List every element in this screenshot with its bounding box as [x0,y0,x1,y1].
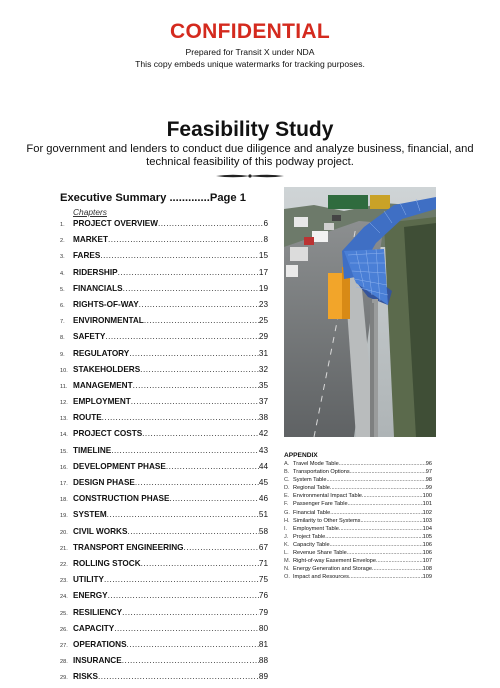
chapter-name: DESIGN PHASE [73,478,135,487]
chapter-page: 29 [258,332,268,342]
chapter-item-safety[interactable] [60,332,268,348]
leader-dots [111,446,259,455]
leader-dots [339,461,426,467]
appendix-item-energy-generation-and-storage[interactable] [284,566,432,574]
chapter-item-insurance[interactable] [60,656,268,672]
chapter-name: EMPLOYMENT [73,397,131,407]
appendix-letter: K. [284,541,290,548]
leader-dots [133,381,259,390]
chapter-number: 16. [60,464,68,471]
leader-dots [360,518,422,524]
appendix-name: Transportation Options [293,469,350,476]
appendix-letter: C. [284,477,290,484]
appendix-item-system-table[interactable] [284,477,432,485]
chapter-item-regulatory[interactable] [60,349,268,365]
appendix-page: 104 [422,525,432,532]
leader-dots [122,608,259,617]
appendix-letter: G. [284,509,290,516]
leader-dots [108,235,263,244]
chapter-name: RIDERSHIP [73,267,118,277]
chapter-name: FARES [73,251,101,261]
chapter-name: CAPACITY [73,623,115,633]
appendix-page: 96 [425,461,432,467]
chapter-page: 37 [258,397,268,407]
chapter-page: 31 [258,348,268,358]
chapter-page: 46 [258,494,268,504]
chapter-page: 6 [263,219,268,228]
appendix-page: 101 [422,501,432,508]
appendix-title: APPENDIX [284,452,318,459]
chapter-page: 42 [258,429,268,439]
chapter-number: 25. [60,610,68,617]
leader-dots [362,493,423,499]
chapter-name: ROUTE [73,413,102,423]
chapter-page: 43 [258,445,268,455]
chapter-number: 6. [60,302,65,309]
executive-summary-label: Executive Summary .............Page 1 [60,192,246,204]
appendix-name: Energy Generation and Storage [293,566,372,573]
appendix-page: 106 [422,541,432,548]
leader-dots [135,478,259,487]
leader-dots [139,300,259,309]
appendix-name: Revenue Share Table [293,550,347,557]
leader-dots [129,349,259,358]
leader-dots [376,558,423,564]
chapter-number: 17. [60,481,68,487]
chapter-item-construction-phase[interactable] [60,494,268,510]
leader-dots [122,656,259,665]
chapter-number: 10. [60,367,68,374]
leader-dots [118,268,259,277]
leader-dots [100,251,259,260]
chapter-number: 5. [60,286,65,293]
appendix-name: Regional Table [293,485,330,492]
chapter-item-management[interactable] [60,381,268,397]
chapter-page: 76 [258,591,268,601]
leader-dots [98,672,259,681]
chapter-item-capacity[interactable] [60,624,268,640]
chapter-name: MANAGEMENT [73,380,133,390]
appendix-page: 97 [425,469,432,476]
chapter-page: 25 [258,316,268,326]
chapter-item-resiliency[interactable] [60,608,268,624]
appendix-item-impact-and-resources[interactable] [284,574,432,582]
chapter-name: TIMELINE [73,445,112,455]
chapter-item-fares[interactable] [60,251,268,267]
appendix-name: Employment Table [293,525,339,532]
leader-dots [102,413,259,422]
chapter-number: 20. [60,529,68,536]
chapter-number: 19. [60,513,68,520]
appendix-item-transportation-options[interactable] [284,469,432,477]
leader-dots [349,574,423,580]
chapter-item-financials[interactable] [60,284,268,300]
appendix-item-regional-table[interactable] [284,485,432,493]
chapter-item-rights-of-way[interactable] [60,300,268,316]
appendix-page: 99 [425,485,432,492]
chapter-item-civil-works[interactable] [60,527,268,543]
leader-dots [114,624,259,633]
chapter-number: 4. [60,270,65,277]
leader-dots [127,527,258,536]
appendix-letter: J. [284,533,289,540]
chapter-page: 58 [258,526,268,536]
appendix-letter: L. [284,550,289,557]
chapter-item-development-phase[interactable] [60,462,268,478]
appendix-item-similarity-to-other-systems[interactable] [284,518,432,526]
chapter-name: RISKS [73,672,99,682]
chapter-number: 27. [60,642,68,649]
leader-dots [348,501,423,507]
leader-dots [184,543,259,552]
chapter-number: 9. [60,351,65,358]
nda-notice [0,46,500,70]
chapter-page: 15 [258,251,268,261]
chapters-heading: Chapters [73,207,107,217]
chapter-page: 71 [258,558,268,568]
leader-dots [326,477,425,483]
appendix-name: Impact and Resources [293,574,349,581]
chapter-item-rolling-stock[interactable] [60,559,268,575]
appendix-item-financial-table[interactable] [284,510,432,518]
chapter-name: FINANCIALS [73,283,123,293]
appendix-letter: D. [284,485,290,492]
appendix-page: 105 [422,533,432,540]
chapter-number: 22. [60,561,68,568]
chapter-item-system[interactable] [60,510,268,526]
chapter-number: 14. [60,432,68,439]
chapter-page: 8 [263,235,268,245]
chapter-name: OPERATIONS [73,639,127,649]
chapter-name: SAFETY [73,332,106,342]
watermark-note: This copy embeds unique watermarks for tracking purposes. [135,59,365,69]
appendix-page: 109 [422,574,432,581]
chapter-name: TRANSPORT ENGINEERING [73,542,184,552]
appendix-name: Project Table [293,533,326,540]
appendix-letter: O. [284,574,290,581]
chapter-number: 1. [60,222,65,228]
appendix-letter: M. [284,558,291,565]
chapter-number: 3. [60,254,65,261]
chapter-name: PROJECT COSTS [73,429,143,439]
appendix-page: 106 [422,550,432,557]
chapter-name: PROJECT OVERVIEW [73,219,158,228]
chapter-item-utility[interactable] [60,575,268,591]
leader-dots [142,429,259,438]
leader-dots [347,550,423,556]
chapter-name: CONSTRUCTION PHASE [73,494,170,504]
confidential-label: CONFIDENTIAL [170,20,330,43]
divider-ornament [216,172,284,180]
appendix-name: System Table [293,477,327,484]
chapter-page: 19 [258,283,268,293]
appendix-name: Travel Mode Table [293,461,339,467]
document-title: Feasibility Study [166,118,334,141]
chapter-page: 79 [258,607,268,617]
chapter-page: 23 [258,299,268,309]
appendix-name: Passenger Fare Table [293,501,348,508]
appendix-item-travel-mode-table[interactable] [284,461,432,469]
leader-dots [372,566,423,572]
chapter-name: UTILITY [73,575,104,585]
leader-dots [108,591,259,600]
chapter-number: 12. [60,400,68,407]
appendix-letter: I. [284,525,288,532]
leader-dots [104,575,259,584]
chapter-number: 29. [60,675,68,682]
chapter-page: 51 [258,510,268,520]
chapter-item-employment[interactable] [60,397,268,413]
leader-dots [105,332,259,341]
chapter-page: 81 [258,639,268,649]
chapter-page: 75 [258,575,268,585]
appendix-letter: E. [284,493,290,500]
chapter-page: 45 [258,478,268,487]
appendix-item-project-table[interactable] [284,534,432,542]
chapter-item-operations[interactable] [60,640,268,656]
chapter-page: 32 [258,364,268,374]
chapter-item-timeline[interactable] [60,446,268,462]
appendix-page: 103 [422,517,432,524]
chapter-number: 24. [60,594,68,601]
chapter-item-risks[interactable] [60,672,268,688]
appendix-page: 98 [425,477,432,484]
appendix-page: 100 [422,493,432,500]
chapter-name: ENERGY [73,591,108,601]
chapter-name: ROLLING STOCK [73,558,141,568]
chapter-list [60,219,268,688]
chapter-page: 88 [258,656,268,666]
appendix-item-right-of-way-easement-envelope[interactable] [284,558,432,566]
chapter-number: 18. [60,497,68,504]
appendix-list [284,461,432,582]
appendix-page: 102 [422,509,432,516]
document-subtitle: For government and lenders to conduct due diligence and analyze business, financial, and technical feasibility of this podway project. [26,143,474,168]
chapter-item-environmental[interactable] [60,316,268,332]
leader-dots [330,510,422,516]
appendix-letter: N. [284,566,290,573]
leader-dots [127,640,259,649]
appendix-page: 107 [422,558,432,565]
leader-dots [131,397,259,406]
appendix-letter: A. [284,461,290,467]
chapter-number: 15. [60,448,68,455]
chapter-number: 21. [60,545,68,552]
appendix-letter: B. [284,469,290,476]
appendix-letter: H. [284,517,290,524]
appendix-name: Right-of-way Easement Envelope [293,558,377,565]
appendix [284,452,432,582]
leader-dots [350,469,426,475]
appendix-letter: F. [284,501,289,508]
leader-dots [158,219,264,228]
chapter-name: SYSTEM [73,510,107,520]
chapter-page: 38 [258,413,268,423]
chapter-item-design-phase[interactable] [60,478,268,494]
appendix-name: Environmental Impact Table [293,493,362,500]
leader-dots [339,526,423,532]
appendix-item-passenger-fare-table[interactable] [284,501,432,509]
chapter-page: 44 [258,461,268,471]
chapter-item-project-costs[interactable] [60,429,268,445]
chapter-name: CIVIL WORKS [73,526,128,536]
chapter-item-transport-engineering[interactable] [60,543,268,559]
chapter-name: RESILIENCY [73,607,123,617]
appendix-item-capacity-table[interactable] [284,542,432,550]
chapter-item-energy[interactable] [60,591,268,607]
leader-dots [107,510,259,519]
appendix-item-revenue-share-table[interactable] [284,550,432,558]
appendix-name: Similarity to Other Systems [293,517,361,524]
leader-dots [123,284,259,293]
appendix-page: 108 [422,566,432,573]
leader-dots [330,485,426,491]
chapter-page: 35 [258,380,268,390]
highway-podway-illustration [284,187,436,437]
chapter-item-route[interactable] [60,413,268,429]
chapter-number: 2. [60,238,65,245]
appendix-item-environmental-impact-table[interactable] [284,493,432,501]
chapter-name: MARKET [73,235,109,245]
leader-dots [325,534,422,540]
chapter-page: 80 [258,623,268,633]
chapter-name: REGULATORY [73,348,130,358]
appendix-item-employment-table[interactable] [284,526,432,534]
chapter-item-ridership[interactable] [60,268,268,284]
leader-dots [169,494,258,503]
leader-dots [144,316,259,325]
chapter-name: RIGHTS-OF-WAY [73,299,139,309]
chapter-name: DEVELOPMENT PHASE [73,461,166,471]
chapter-item-project-overview[interactable] [60,219,268,235]
chapter-page: 89 [258,672,268,682]
chapter-name: INSURANCE [73,656,122,666]
chapter-number: 13. [60,416,68,423]
leader-dots [330,542,423,548]
chapter-number: 8. [60,335,65,342]
chapter-number: 28. [60,659,68,666]
table-of-contents [60,192,268,688]
chapter-item-market[interactable] [60,235,268,251]
chapter-number: 26. [60,626,68,633]
chapter-number: 7. [60,319,65,326]
prepared-for-text: Prepared for Transit X under NDA [185,47,315,57]
chapter-page: 17 [258,267,268,277]
executive-summary-link[interactable] [60,192,268,206]
chapter-name: STAKEHOLDERS [73,364,141,374]
leader-dots [141,559,259,568]
leader-dots [166,462,259,471]
chapter-page: 67 [258,542,268,552]
chapter-item-stakeholders[interactable] [60,365,268,381]
chapter-number: 23. [60,578,68,585]
appendix-name: Capacity Table [293,541,330,548]
podway-rendering-image [284,187,436,437]
leader-dots [140,365,259,374]
appendix-name: Financial Table [293,509,331,516]
chapter-name: ENVIRONMENTAL [73,316,144,326]
chapter-number: 11. [60,383,68,390]
